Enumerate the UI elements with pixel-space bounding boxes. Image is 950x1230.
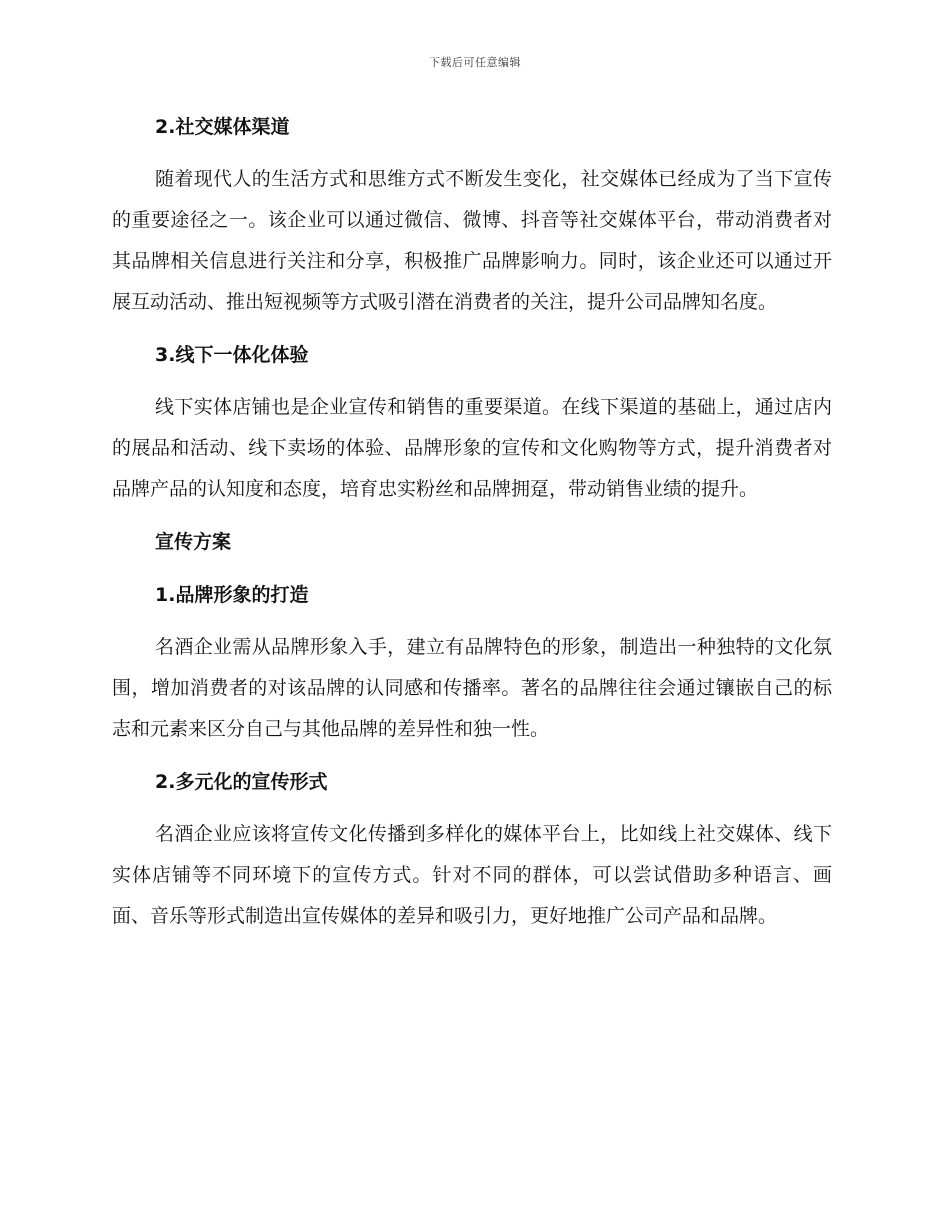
section-heading-brand-image: 1.品牌形象的打造	[155, 584, 309, 606]
document-body	[112, 106, 832, 937]
section-paragraph-diversified-promotion: 名酒企业应该将宣传文化传播到多样化的媒体平台上，比如线上社交媒体、线下实体店铺等不同环境下的宣传方式。针对不同的群体，可以尝试借助多种语言、画面、音乐等形式制造出宣传媒体的差异和吸引力，更好地推广公司产品和品牌。	[112, 823, 832, 927]
page-header-note: 下载后可任意编辑	[429, 56, 521, 69]
section-paragraph-social-media: 随着现代人的生活方式和思维方式不断发生变化，社交媒体已经成为了当下宣传的重要途径之一。该企业可以通过微信、微博、抖音等社交媒体平台，带动消费者对其品牌相关信息进行关注和分享，积极推广品牌影响力。同时，该企业还可以通过开展互动活动、推出短视频等方式吸引潜在消费者的关注，提升公司品牌知名度。	[112, 168, 832, 313]
section-paragraph-brand-image: 名酒企业需从品牌形象入手，建立有品牌特色的形象，制造出一种独特的文化氛围，增加消费者的对该品牌的认同感和传播率。著名的品牌往往会通过镶嵌自己的标志和元素来区分自己与其他品牌的差异性和独一性。	[112, 636, 832, 740]
section-heading-promotion-plan: 宣传方案	[155, 531, 232, 553]
section-heading-offline-experience: 3.线下一体化体验	[155, 344, 309, 366]
section-heading-social-media: 2.社交媒体渠道	[155, 116, 290, 138]
section-paragraph-offline-experience: 线下实体店铺也是企业宣传和销售的重要渠道。在线下渠道的基础上，通过店内的展品和活动、线下卖场的体验、品牌形象的宣传和文化购物等方式，提升消费者对品牌产品的认知度和态度，培育忠实粉丝和品牌拥趸，带动销售业绩的提升。	[112, 396, 832, 500]
section-heading-diversified-promotion: 2.多元化的宣传形式	[155, 771, 328, 793]
